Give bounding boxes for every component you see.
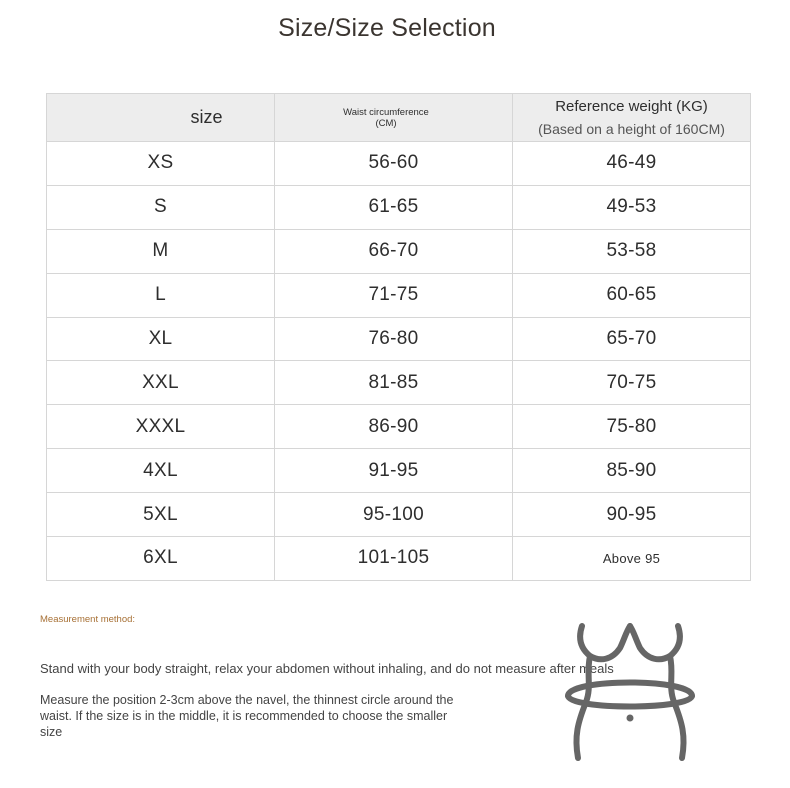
header-weight (513, 94, 751, 142)
weight-cell: 70-75 (513, 361, 751, 405)
waist-cell: 91-95 (275, 449, 513, 493)
weight-cell: 53-58 (513, 229, 751, 273)
size-cell: M (47, 229, 275, 273)
table-row (47, 142, 751, 186)
size-cell: XXXL (47, 405, 275, 449)
measurement-instruction-1: Stand with your body straight, relax your abdomen without inhaling, and do not measure after meals (40, 661, 614, 676)
table-row (47, 229, 751, 273)
weight-cell: 46-49 (513, 142, 751, 186)
size-cell: XL (47, 317, 275, 361)
table-row (47, 273, 751, 317)
weight-cell: 85-90 (513, 449, 751, 493)
size-cell: L (47, 273, 275, 317)
table-row (47, 449, 751, 493)
size-cell: 6XL (47, 537, 275, 581)
weight-cell: 65-70 (513, 317, 751, 361)
page-title: Size/Size Selection (278, 14, 496, 42)
waist-cell: 86-90 (275, 405, 513, 449)
waist-cell: 61-65 (275, 185, 513, 229)
waist-cell: 81-85 (275, 361, 513, 405)
table-row (47, 493, 751, 537)
size-cell: XXL (47, 361, 275, 405)
waist-cell: 76-80 (275, 317, 513, 361)
table-row (47, 185, 751, 229)
size-cell: 4XL (47, 449, 275, 493)
weight-cell: 49-53 (513, 185, 751, 229)
header-size: size (47, 94, 275, 142)
waist-cell: 66-70 (275, 229, 513, 273)
measurement-instruction-2: Measure the position 2-3cm above the navel, the thinnest circle around the waist. If the size is in the middle, it is recommended to choose the smaller size (40, 693, 454, 739)
measurement-heading: Measurement method: (40, 614, 136, 625)
header-weight-label: Reference weight (KG) (555, 97, 708, 115)
table-row (47, 537, 751, 581)
body-waist-measurement-icon (560, 618, 700, 764)
weight-cell: 75-80 (513, 405, 751, 449)
weight-cell: 60-65 (513, 273, 751, 317)
table-row (47, 361, 751, 405)
table-row (47, 405, 751, 449)
header-waist (275, 94, 513, 142)
weight-cell: Above 95 (513, 537, 751, 581)
header-weight-note: (Based on a height of 160CM) (538, 120, 725, 137)
size-cell: 5XL (47, 493, 275, 537)
waist-cell: 101-105 (275, 537, 513, 581)
table-row (47, 317, 751, 361)
table-header-row (47, 94, 751, 142)
waist-cell: 71-75 (275, 273, 513, 317)
size-cell: XS (47, 142, 275, 186)
weight-cell: 90-95 (513, 493, 751, 537)
waist-cell: 56-60 (275, 142, 513, 186)
size-cell: S (47, 185, 275, 229)
header-waist-label: Waist circumference (CM) (343, 106, 429, 129)
size-chart-table (46, 93, 751, 581)
waist-cell: 95-100 (275, 493, 513, 537)
